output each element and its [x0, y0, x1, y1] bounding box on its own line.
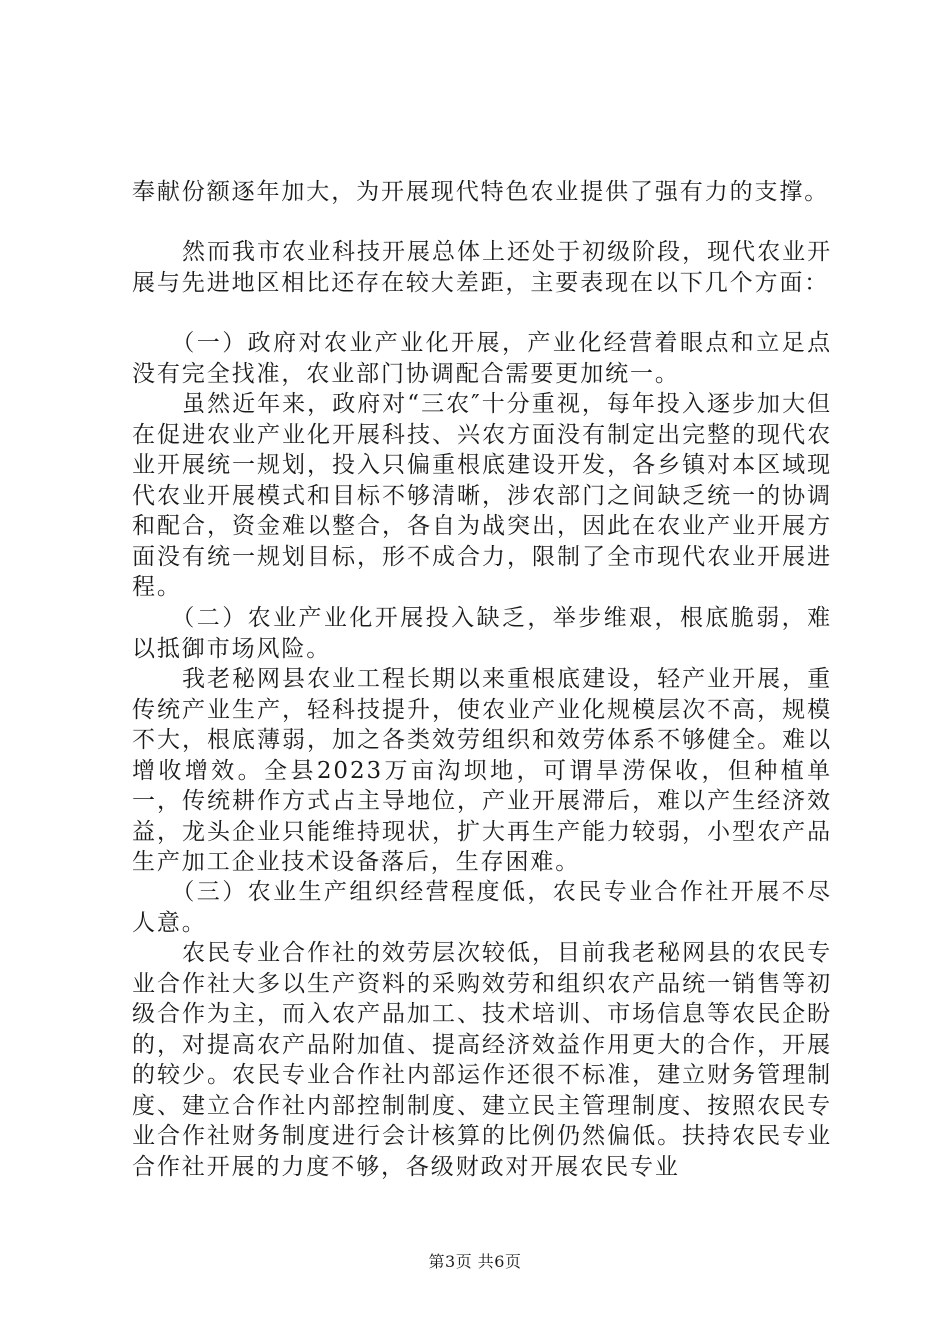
page-number-footer: 第3页 共6页 — [428, 1252, 522, 1271]
heading-section-three: （三）农业生产组织经营程度低，农民专业合作社开展不尽人意。 — [132, 879, 832, 936]
heading-section-one: （一）政府对农业产业化开展，产业化经营着眼点和立足点没有完全找准，农业部门协调配合需要更加统一。 — [132, 330, 832, 387]
heading-section-two: （二）农业产业化开展投入缺乏，举步维艰，根底脆弱，难以抵御市场风险。 — [132, 605, 832, 662]
paragraph-section-three-body: 农民专业合作社的效劳层次较低，目前我老秘网县的农民专业合作社大多以生产资料的采购效劳和组织农产品统一销售等初级合作为主，而入农产品加工、技术培训、市场信息等农民企盼的，对提高农产品附加值、提高经济效益作用更大的合作，开展的较少。农民专业合作社内部运作还很不标准，建立财务管理制度、建立合作社内部控制制度、建立民主管理制度、按照农民专业合作社财务制度进行会计核算的比例仍然偏低。扶持农民专业合作社开展的力度不够，各级财政对开展农民专业 — [132, 940, 832, 1180]
paragraph-section-two-body: 我老秘网县农业工程长期以来重根底建设，轻产业开展，重传统产业生产，轻科技提升，使农业产业化规模层次不高，规模不大，根底薄弱，加之各类效劳组织和效劳体系不够健全。难以增收增效。全县2023万亩沟坝地，可谓旱涝保收，但种植单一，传统耕作方式占主导地位，产业开展滞后，难以产生经济效益，龙头企业只能维持现状，扩大再生产能力较弱，小型农产品生产加工企业技术设备落后，生存困难。 — [132, 666, 832, 875]
paragraph-overview: 然而我市农业科技开展总体上还处于初级阶段，现代农业开展与先进地区相比还存在较大差距，主要表现在以下几个方面： — [132, 239, 832, 296]
paragraph-continuation: 奉献份额逐年加大，为开展现代特色农业提供了强有力的支撑。 — [132, 179, 830, 205]
paragraph-section-one-body: 虽然近年来，政府对“三农″十分重视，每年投入逐步加大但在促进农业产业化开展科技、兴农方面没有制定出完整的现代农业开展统一规划，投入只偏重根底建设开发，各乡镇对本区域现代农业开展模式和目标不够清晰，涉农部门之间缺乏统一的协调和配合，资金难以整合，各自为战突出，因此在农业产业开展方面没有统一规划目标，形不成合力，限制了全市现代农业开展进程。 — [132, 391, 832, 600]
